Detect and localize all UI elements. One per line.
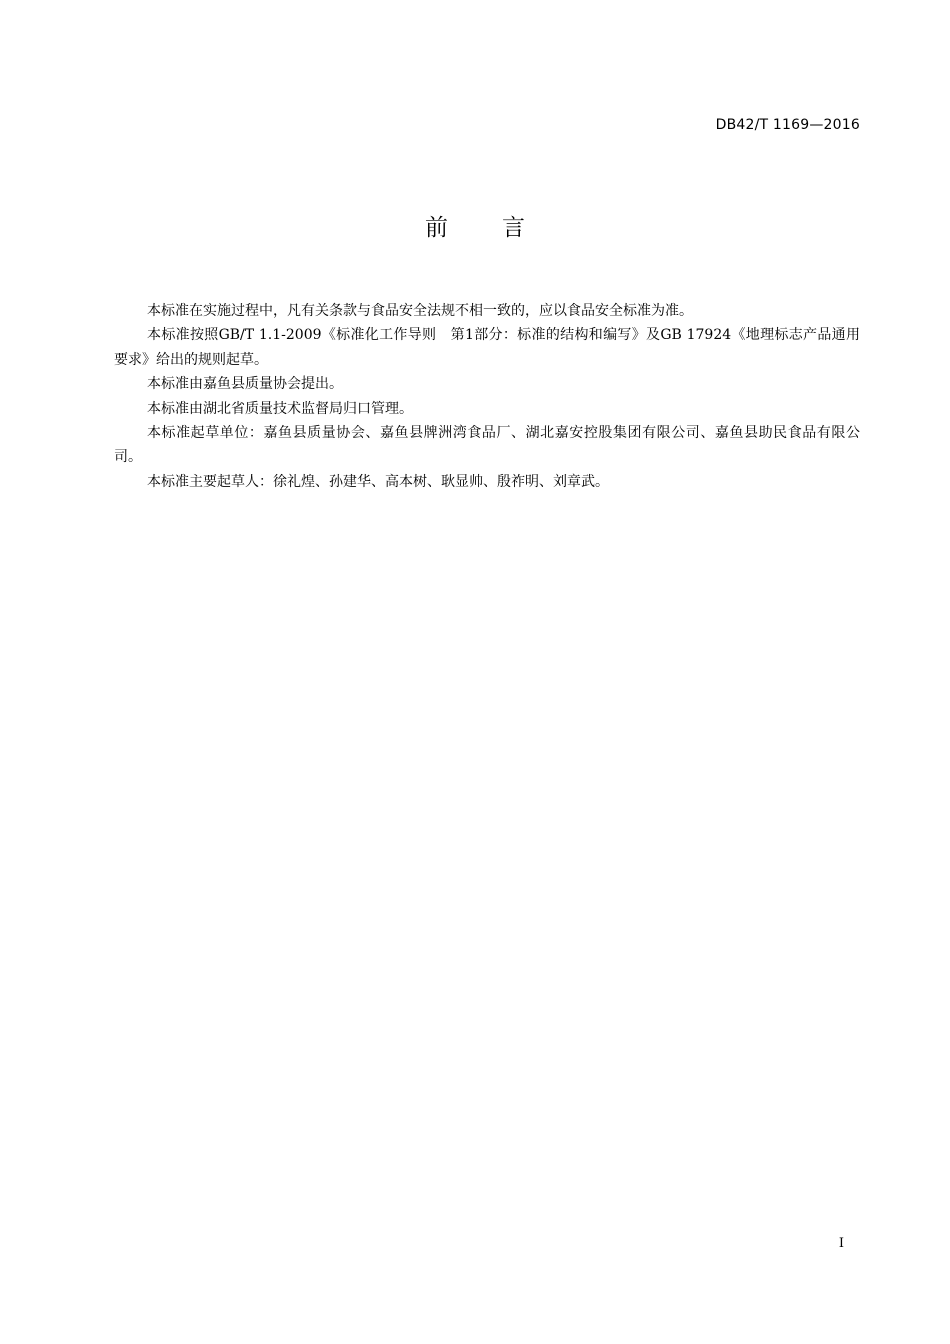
paragraph-proposer: 本标准由嘉鱼县质量协会提出。 [147,376,343,393]
paragraph-implementation: 本标准在实施过程中，凡有关条款与食品安全法规不相一致的，应以食品安全标准为准。 [147,303,693,319]
document-code: DB42/T 1169—2016 [715,117,860,133]
paragraph-drafting-units: 本标准起草单位：嘉鱼县质量协会、嘉鱼县牌洲湾食品厂、湖北嘉安控股集团有限公司、嘉鱼县助民食品有限公司。 [114,425,860,466]
title-char-2: 言 [502,215,525,241]
page-number: I [838,1236,844,1251]
paragraph-administration: 本标准由湖北省质量技术监督局归口管理。 [147,400,413,417]
page-title [0,213,950,243]
title-char-1: 前 [425,215,448,241]
paragraph-drafters: 本标准主要起草人：徐礼煌、孙建华、高本树、耿显帅、殷祚明、刘章武。 [147,473,609,490]
paragraph-drafting-rules: 本标准按照GB/T 1.1-2009《标准化工作导则 第1部分：标准的结构和编写》及GB 17924《地理标志产品通用要求》给出的规则起草。 [114,327,860,368]
foreword-body [114,299,860,494]
